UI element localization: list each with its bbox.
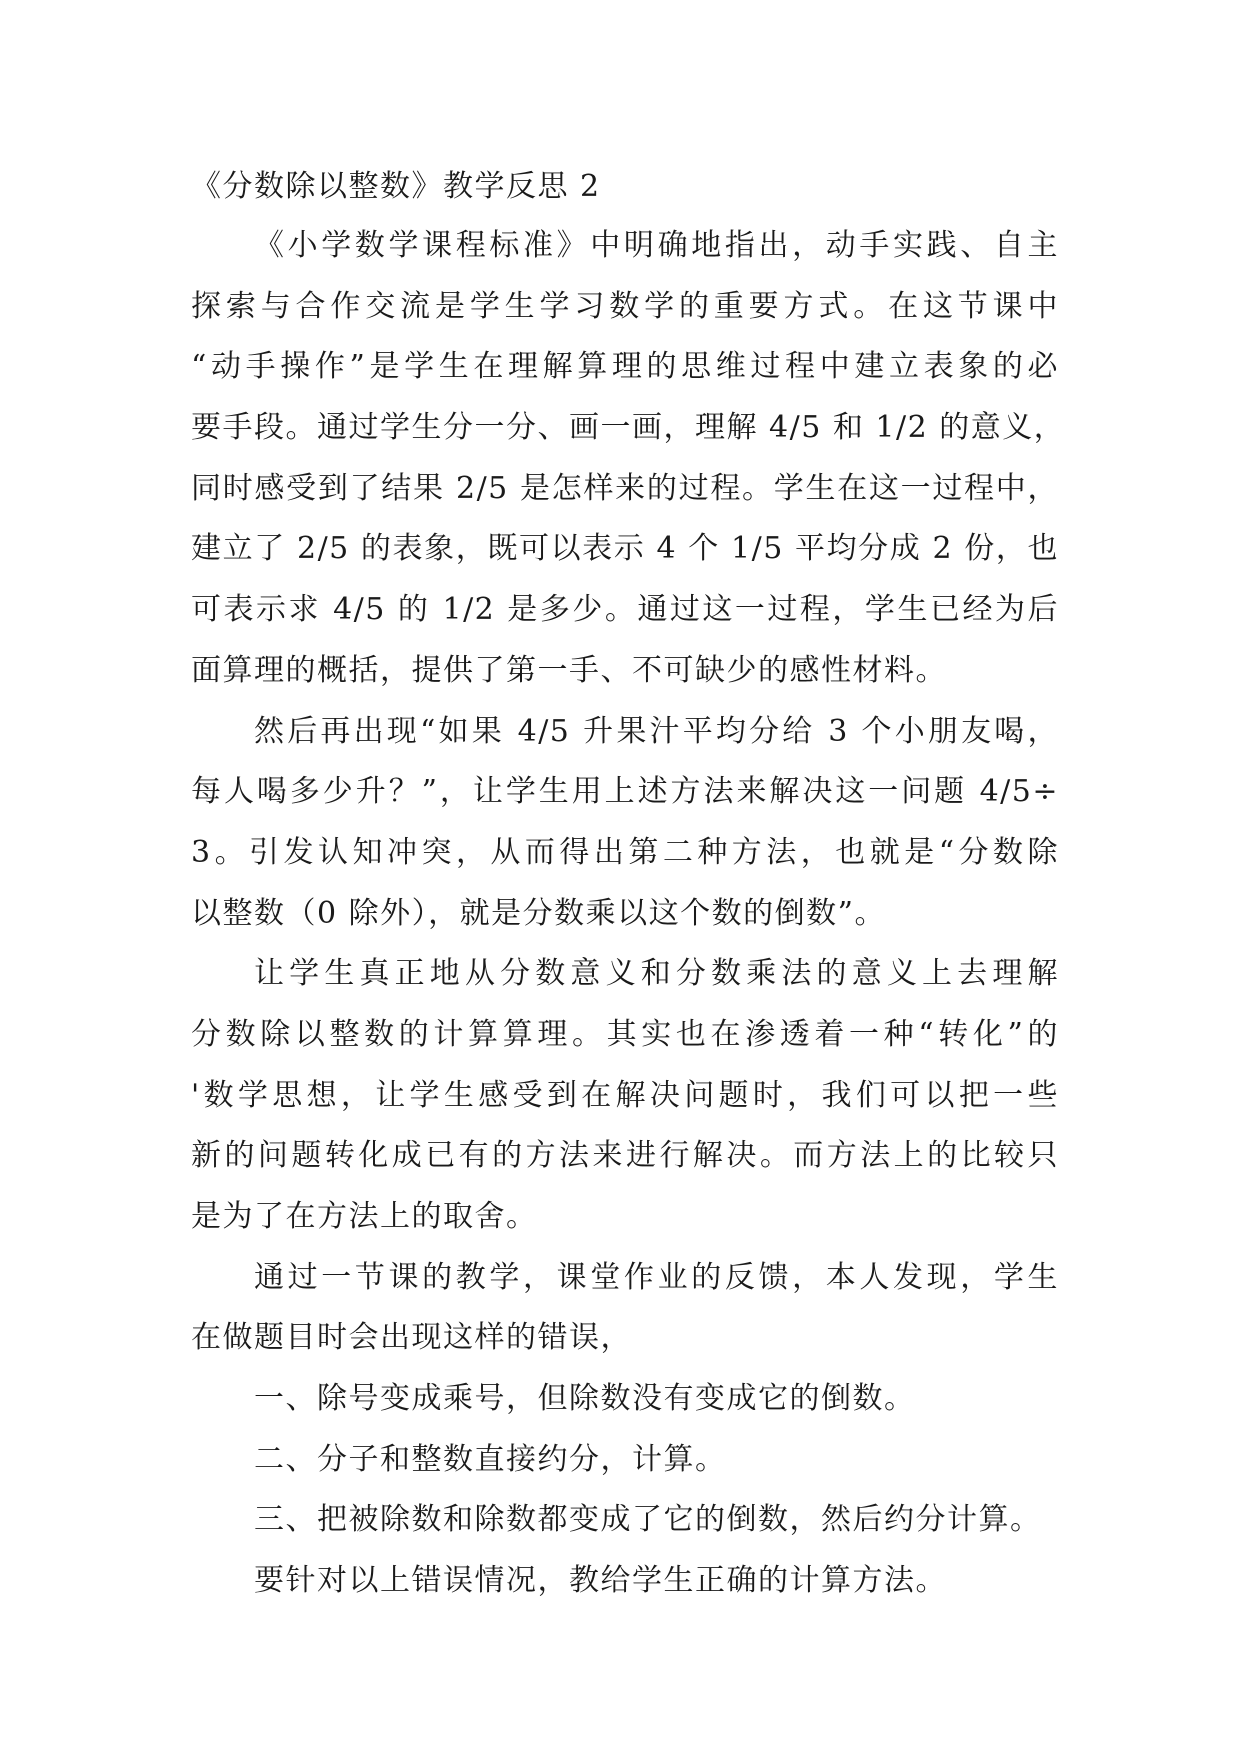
text-line: 每人喝多少升？”，让学生用上述方法来解决这一问题 4/5÷	[191, 774, 1059, 810]
text-line: 要针对以上错误情况，教给学生正确的计算方法。	[254, 1563, 947, 1599]
text-line: 让学生真正地从分数意义和分数乘法的意义上去理解	[254, 956, 1059, 992]
text-line: “动手操作”是学生在理解算理的思维过程中建立表象的必	[191, 349, 1059, 385]
closing-paragraph	[191, 1551, 1059, 1612]
text-line: 在做题目时会出现这样的错误，	[191, 1320, 632, 1356]
text-line: '数学思想，让学生感受到在解决问题时，我们可以把一些	[191, 1077, 1059, 1113]
error-item-3	[191, 1490, 1059, 1551]
text-line: 《小学数学课程标准》中明确地指出，动手实践、自主	[254, 228, 1059, 263]
text-line: 分数除以整数的计算算理。其实也在渗透着一种“转化”的	[191, 1016, 1059, 1052]
error-item-1	[191, 1369, 1059, 1430]
text-line: 二、分子和整数直接约分，计算。	[254, 1441, 727, 1477]
error-item-2	[191, 1430, 1059, 1491]
text-line: 探索与合作交流是学生学习数学的重要方式。在这节课中	[191, 288, 1059, 324]
document-body	[191, 158, 1066, 1612]
text-line: 要手段。通过学生分一分、画一画，理解 4/5 和 1/2 的意义，	[191, 410, 1066, 446]
text-line: 是为了在方法上的取舍。	[191, 1199, 538, 1234]
text-line: 一、除号变成乘号，但除数没有变成它的倒数。	[254, 1381, 916, 1417]
paragraph-3	[191, 944, 1059, 1247]
paragraph-4	[191, 1248, 1059, 1369]
text-line: 三、把被除数和除数都变成了它的倒数，然后约分计算。	[254, 1502, 1042, 1538]
paragraph-1	[191, 216, 1066, 702]
text-line: 新的问题转化成已有的方法来进行解决。而方法上的比较只	[191, 1138, 1059, 1174]
text-line: 同时感受到了结果 2/5 是怎样来的过程。学生在这一过程中，	[191, 470, 1059, 506]
text-line: 3。引发认知冲突，从而得出第二种方法，也就是“分数除	[191, 834, 1059, 870]
text-line: 然后再出现“如果 4/5 升果汁平均分给 3 个小朋友喝，	[254, 713, 1059, 749]
text-line: 面算理的概括，提供了第一手、不可缺少的感性材料。	[191, 652, 947, 688]
paragraph-2	[191, 702, 1059, 945]
text-line: 通过一节课的教学，课堂作业的反馈，本人发现，学生	[254, 1259, 1059, 1295]
text-line: 建立了 2/5 的表象，既可以表示 4 个 1/5 平均分成 2 份，也	[191, 531, 1059, 567]
document-title: 《分数除以整数》教学反思 2	[191, 169, 601, 204]
text-line: 可表示求 4/5 的 1/2 是多少。通过这一过程，学生已经为后	[191, 592, 1059, 628]
text-line: 以整数（0 除外），就是分数乘以这个数的倒数”。	[191, 895, 886, 931]
